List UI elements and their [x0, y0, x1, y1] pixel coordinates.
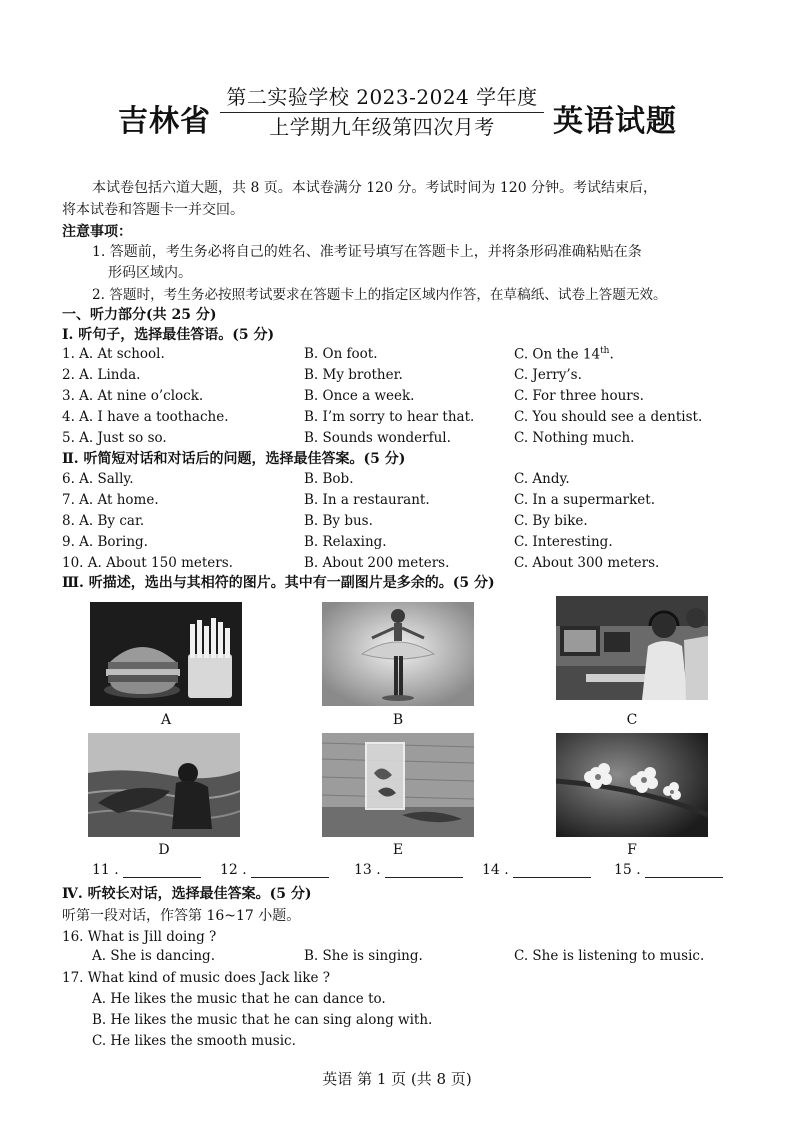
q6-option-b: B. Bob. [304, 471, 354, 487]
q10-option-c: C. About 300 meters. [514, 555, 660, 571]
page-footer: 英语 第 1 页 (共 8 页) [322, 1070, 472, 1088]
picture-c-computer-class [556, 596, 708, 700]
blank-12[interactable]: 12 . [220, 862, 329, 878]
question-2 [62, 367, 762, 388]
caption-d: D [158, 842, 170, 858]
q7-option-a: 7. A. At home. [62, 492, 159, 508]
q1-option-c: C. On the 14th. [514, 346, 614, 363]
ballet-dancer-image [322, 602, 474, 706]
question-17-stem: 17. What kind of music does Jack like ? [62, 970, 331, 986]
q3-option-a: 3. A. At nine o’clock. [62, 388, 204, 404]
dolphin-boy-image [88, 733, 240, 837]
part1-heading: 一、听力部分(共 25 分) [62, 307, 217, 323]
title-exam-name: 上学期九年级第四次月考 [269, 115, 495, 139]
blossom-image [556, 733, 708, 837]
q5-option-a: 5. A. Just so so. [62, 430, 167, 446]
q9-option-c: C. Interesting. [514, 534, 613, 550]
title-middle [214, 84, 550, 141]
q10-option-a: 10. A. About 150 meters. [62, 555, 233, 571]
picture-b-ballet [322, 602, 474, 706]
intro-line-2: 将本试卷和答题卡一并交回。 [62, 202, 244, 218]
question-16-options [92, 948, 792, 969]
caption-b: B [392, 712, 404, 728]
title-province: 吉林省 [118, 104, 211, 139]
exam-title [0, 84, 794, 154]
q2-option-b: B. My brother. [304, 367, 403, 383]
picture-a-burger-fries [90, 602, 242, 706]
q4-option-c: C. You should see a dentist. [514, 409, 703, 425]
question-8 [62, 513, 762, 534]
q8-option-a: 8. A. By car. [62, 513, 145, 529]
q16-option-c: C. She is listening to music. [514, 948, 705, 964]
q2-option-c: C. Jerry’s. [514, 367, 582, 383]
q4-option-b: B. I’m sorry to hear that. [304, 409, 475, 425]
blank-14[interactable]: 14 . [482, 862, 591, 878]
q6-option-c: C. Andy. [514, 471, 570, 487]
notice-item-1: 1. 答题前，考生务必将自己的姓名、准考证号填写在答题卡上，并将条形码准确粘贴在条 [92, 244, 642, 260]
q7-option-c: C. In a supermarket. [514, 492, 655, 508]
q8-option-b: B. By bus. [304, 513, 373, 529]
q6-option-a: 6. A. Sally. [62, 471, 134, 487]
picture-e-tea [322, 733, 474, 837]
question-9 [62, 534, 762, 555]
blank-13[interactable]: 13 . [354, 862, 463, 878]
section3-heading: Ⅲ. 听描述，选出与其相符的图片。其中有一副图片是多余的。(5 分) [62, 575, 495, 591]
q3-option-b: B. Once a week. [304, 388, 415, 404]
picture-f-blossom [556, 733, 708, 837]
q1-option-b: B. On foot. [304, 346, 378, 362]
section4-instruction: 听第一段对话，作答第 16~17 小题。 [62, 908, 301, 924]
question-6 [62, 471, 762, 492]
intro-line-1: 本试卷包括六道大题，共 8 页。本试卷满分 120 分。考试时间为 120 分钟。考试结束后， [92, 180, 658, 196]
notice-item-1-cont: 形码区域内。 [108, 265, 192, 281]
q2-option-a: 2. A. Linda. [62, 367, 141, 383]
question-4 [62, 409, 762, 430]
q1-option-a: 1. A. At school. [62, 346, 165, 362]
section4-heading: Ⅳ. 听较长对话，选择最佳答案。(5 分) [62, 886, 312, 902]
section2-heading: Ⅱ. 听简短对话和对话后的问题，选择最佳答案。(5 分) [62, 451, 406, 467]
notice-heading: 注意事项： [62, 224, 132, 240]
question-3 [62, 388, 762, 409]
notice-item-2: 2. 答题时，考生务必按照考试要求在答题卡上的指定区域内作答，在草稿纸、试卷上答题无效。 [92, 287, 667, 303]
q10-option-b: B. About 200 meters. [304, 555, 450, 571]
question-1 [62, 346, 762, 367]
caption-f: F [627, 842, 637, 858]
blank-11[interactable]: 11 . [92, 862, 201, 878]
tea-glass-image [322, 733, 474, 837]
q7-option-b: B. In a restaurant. [304, 492, 430, 508]
burger-fries-image [90, 602, 242, 706]
caption-c: C [626, 712, 638, 728]
q5-option-b: B. Sounds wonderful. [304, 430, 451, 446]
question-16-stem: 16. What is Jill doing ? [62, 929, 217, 945]
caption-e: E [392, 842, 404, 858]
q9-option-b: B. Relaxing. [304, 534, 387, 550]
q17-option-a: A. He likes the music that he can dance to. [92, 991, 386, 1007]
q16-option-a: A. She is dancing. [92, 948, 215, 964]
q3-option-c: C. For three hours. [514, 388, 644, 404]
title-school-year: 第二实验学校 2023-2024 学年度 [226, 85, 538, 109]
blank-15[interactable]: 15 . [614, 862, 723, 878]
q9-option-a: 9. A. Boring. [62, 534, 148, 550]
section1-heading: Ⅰ. 听句子，选择最佳答语。(5 分) [62, 327, 275, 343]
caption-a: A [160, 712, 172, 728]
picture-d-dolphin [88, 733, 240, 837]
q4-option-a: 4. A. I have a toothache. [62, 409, 229, 425]
computer-class-image [556, 596, 708, 700]
question-7 [62, 492, 762, 513]
question-5 [62, 430, 762, 451]
title-subject: 英语试题 [553, 104, 677, 139]
q17-option-c: C. He likes the smooth music. [92, 1033, 296, 1049]
q17-option-b: B. He likes the music that he can sing along with. [92, 1012, 433, 1028]
q5-option-c: C. Nothing much. [514, 430, 635, 446]
q16-option-b: B. She is singing. [304, 948, 423, 964]
q8-option-c: C. By bike. [514, 513, 588, 529]
